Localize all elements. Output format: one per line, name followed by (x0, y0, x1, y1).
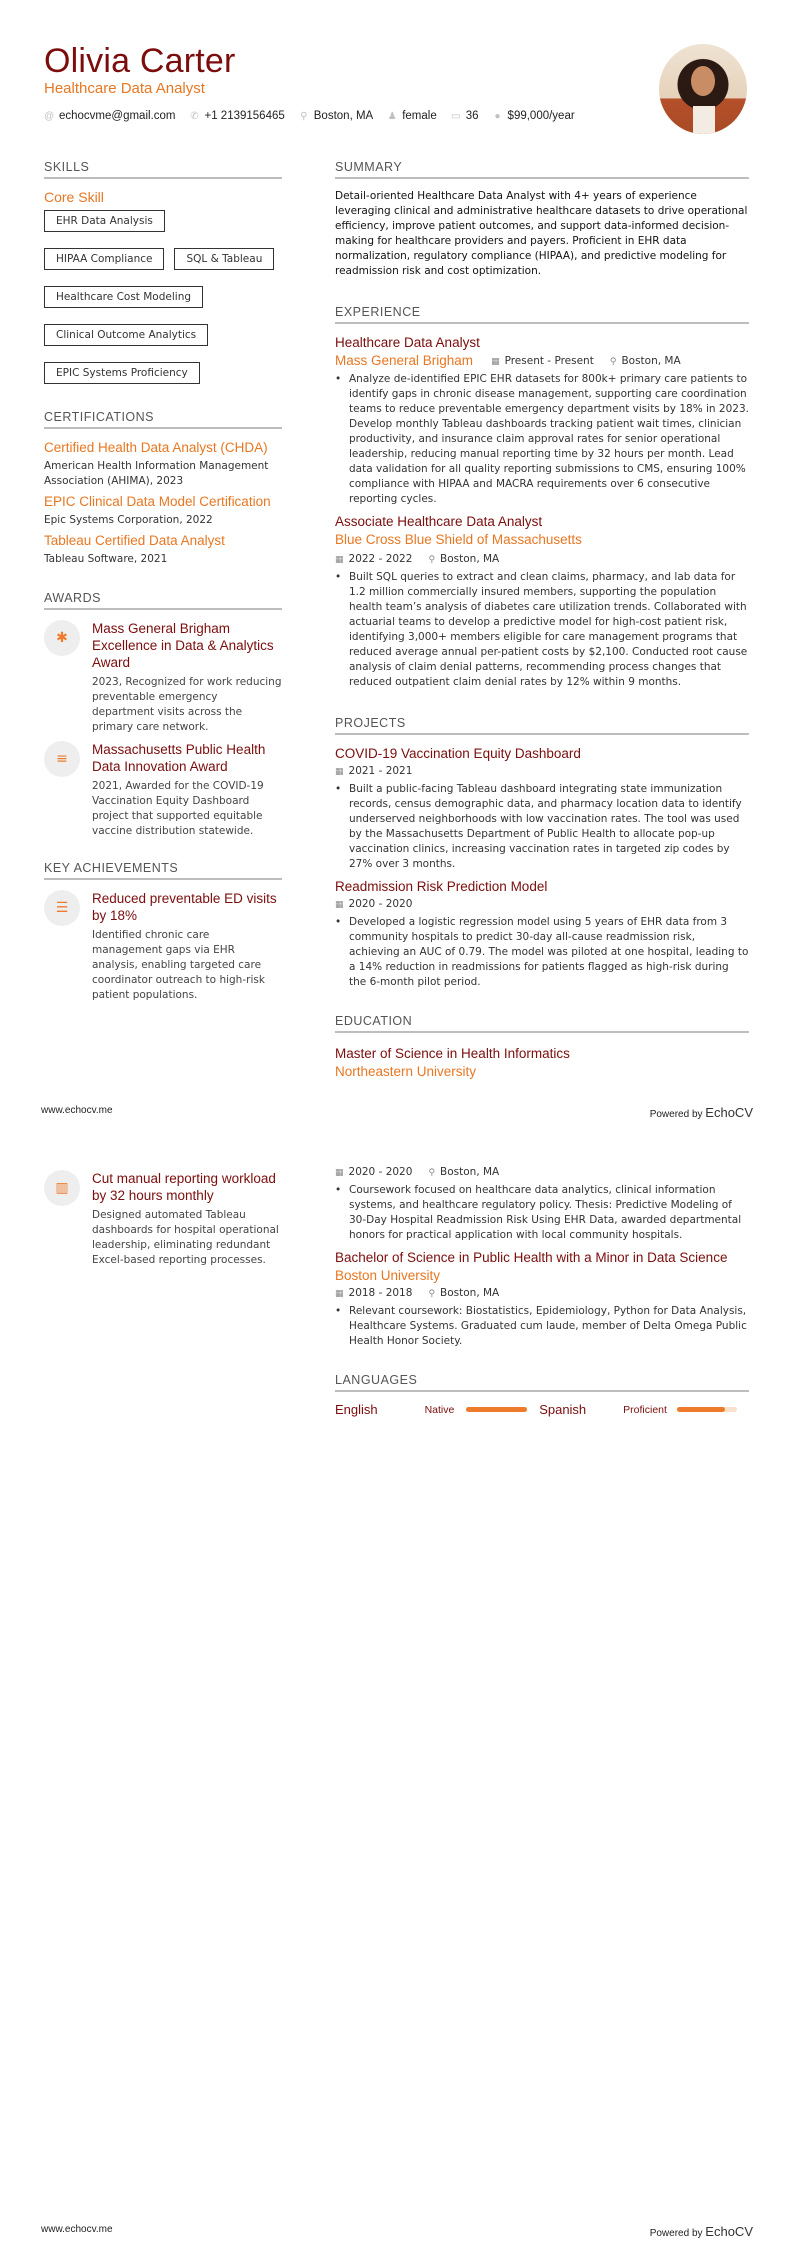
at-icon: @ (44, 110, 55, 122)
right-column-page-2 (335, 1164, 749, 1417)
language-bar-fill (466, 1407, 528, 1412)
experience-section (335, 305, 749, 690)
project-dates: 2020 - 2020 (348, 898, 413, 910)
section-heading-languages: LANGUAGES (335, 1373, 749, 1392)
education-school: Northeastern University (335, 1064, 477, 1079)
experience-title: Healthcare Data Analyst (335, 335, 480, 350)
experience-bullet: • Analyze de-identified EPIC EHR datasets for 800k+ primary care patients to identify gaps in chronic disease management, supporting care coordination teams to reduce preventable emergency department visits by 18% in 2023. Develop monthly Tableau dashboards tracking patient wait times, clinician productivity, and insurance claim approval rates for senior operational leadership, reducing manual reporting time by 32 hours per month. Lead data validation for all quality reporting submissions to CMS, ensuring 100% compliance with HIPAA and MACRA requirements over 6 consecutive reporting cycles. (335, 373, 749, 505)
award-title: Mass General Brigham Excellence in Data & Analytics Award (92, 621, 274, 670)
section-heading-certifications: CERTIFICATIONS (44, 410, 282, 429)
section-heading-experience: EXPERIENCE (335, 305, 749, 324)
footer-website[interactable]: www.echocv.me (41, 1105, 113, 1116)
education-location: Boston, MA (440, 1166, 500, 1178)
project-title: COVID-19 Vaccination Equity Dashboard (335, 746, 581, 761)
contact-age (451, 110, 479, 122)
footer-website[interactable]: www.echocv.me (41, 2224, 113, 2235)
achievement-item (44, 1170, 282, 1268)
gender-text: female (402, 110, 437, 122)
education-bullet: • Coursework focused on healthcare data analytics, clinical information systems, and healthcare regulatory policy. Thesis: Predictive Modeling of 30-Day Hospital Readmission Risk Using EHR Data, awarded departmental honors for practical application with local community hospitals. (335, 1184, 742, 1241)
education-degree: Bachelor of Science in Public Health with a Minor in Data Science (335, 1250, 728, 1265)
achievement-desc: Identified chronic care management gaps via EHR analysis, enabling targeted care coordinator outreach to high-risk patient populations. (92, 929, 265, 1001)
location-icon: ⚲ (428, 555, 436, 565)
section-heading-achievements: KEY ACHIEVEMENTS (44, 861, 282, 880)
photo-face (691, 66, 715, 96)
footer-brand: EchoCV (705, 2224, 753, 2239)
language-level: Proficient (623, 1403, 667, 1416)
candidate-name: Olivia Carter (44, 42, 236, 80)
project-dates: 2021 - 2021 (348, 765, 413, 777)
contact-phone[interactable] (190, 110, 285, 122)
summary-section (335, 160, 749, 279)
award-item (44, 620, 282, 735)
projects-section (335, 716, 749, 990)
skill-chip: HIPAA Compliance (44, 248, 164, 270)
section-heading-skills: SKILLS (44, 160, 282, 179)
education-school: Boston University (335, 1268, 441, 1283)
education-dates: 2018 - 2018 (348, 1287, 413, 1299)
database-icon: ☰ (44, 890, 80, 926)
experience-dates: Present - Present (504, 354, 594, 367)
education-bullet: • Relevant coursework: Biostatistics, Epidemiology, Python for Data Analysis, Healthcare Systems. Graduated cum laude, member of Delta Omega Public Health Honor Society. (335, 1305, 747, 1347)
contact-gender (387, 110, 437, 122)
project-title: Readmission Risk Prediction Model (335, 879, 548, 894)
language-bar (466, 1407, 528, 1412)
bug-icon: ✱ (44, 620, 80, 656)
calendar-icon: ▦ (491, 356, 500, 367)
contact-location (299, 110, 373, 122)
cert-detail: American Health Information Management Association (AHIMA), 2023 (44, 460, 269, 487)
project-item (335, 745, 749, 872)
calendar-icon: ▦ (335, 900, 344, 910)
language-bar-fill (677, 1407, 725, 1412)
achievement-desc: Designed automated Tableau dashboards for hospital operational leadership, eliminating redundant Excel-based reporting processes. (92, 1209, 279, 1266)
calendar-icon: ▦ (335, 1289, 344, 1299)
skill-chip: Clinical Outcome Analytics (44, 324, 208, 346)
right-column (335, 160, 749, 1081)
cert-detail: Tableau Software, 2021 (44, 553, 168, 565)
experience-location: Boston, MA (440, 553, 500, 565)
profile-photo (659, 44, 747, 134)
education-item (335, 1164, 749, 1243)
experience-item (335, 334, 749, 507)
calendar-icon: ▦ (335, 1168, 344, 1178)
calendar-icon: ▦ (335, 555, 344, 565)
project-bullet: • Developed a logistic regression model using 5 years of EHR data from 3 community hospitals to predict 30-day all-cause readmission risk, achieving an AUC of 0.79. The model was piloted at one hospital, leading to a 14% reduction in readmissions for patients flagged as high-risk during the 6-month pilot period. (335, 916, 749, 988)
section-heading-awards: AWARDS (44, 591, 282, 610)
calendar-icon: ▭ (451, 110, 461, 122)
achievements-section (44, 861, 282, 1003)
location-icon: ⚲ (300, 110, 308, 122)
project-item (335, 878, 749, 990)
contact-row (44, 110, 575, 122)
achievement-item (44, 890, 282, 1003)
award-desc: 2023, Recognized for work reducing preventable emergency department visits across the primary care network. (92, 676, 282, 733)
experience-title: Associate Healthcare Data Analyst (335, 514, 543, 529)
section-heading-summary: SUMMARY (335, 160, 749, 179)
award-item (44, 741, 282, 839)
list-icon: ≡ (44, 741, 80, 777)
age-text: 36 (465, 110, 479, 122)
award-title: Massachusetts Public Health Data Innovation Award (92, 742, 266, 774)
footer-powered: Powered by EchoCV (649, 2224, 753, 2239)
experience-org: Mass General Brigham (335, 353, 474, 368)
skill-chip: SQL & Tableau (174, 248, 274, 270)
footer-page-1 (41, 1105, 753, 1120)
education-degree: Master of Science in Health Informatics (335, 1046, 570, 1061)
candidate-title: Healthcare Data Analyst (44, 80, 205, 97)
footer-powered: Powered by EchoCV (649, 1105, 753, 1120)
cert-name: Certified Health Data Analyst (CHDA) (44, 440, 268, 455)
skill-chips (44, 210, 282, 384)
phone-icon: ✆ (190, 110, 199, 122)
award-desc: 2021, Awarded for the COVID-19 Vaccination Equity Dashboard project that supported equitable vaccine distribution statewide. (92, 780, 264, 837)
experience-bullet: • Built SQL queries to extract and clean claims, pharmacy, and lab data for 1.2 million commercially insured members, supporting the population health team’s analysis of diabetes care utilization trends. Collaborated with actuarial teams to develop a predictive model for high-cost patient risk, identifying 3,000+ members eligible for care management programs that reduced average annual per-patient costs by $2,100. Conducted root cause analysis of claim denial patterns, recommending process changes that reduced outpatient claim denial rates by 12% within 9 months. (335, 571, 748, 688)
calendar-icon: ▦ (335, 767, 344, 777)
email-text: echocvme@gmail.com (59, 110, 176, 122)
education-section (335, 1014, 749, 1081)
language-bar (677, 1407, 737, 1412)
skills-section (44, 160, 282, 384)
left-column-page-2 (44, 1170, 282, 1274)
skill-group-title: Core Skill (44, 189, 104, 205)
cert-name: Tableau Certified Data Analyst (44, 533, 225, 548)
left-column (44, 160, 282, 1009)
location-icon: ⚲ (609, 356, 617, 367)
language-name: Spanish (539, 1402, 587, 1417)
location-icon: ⚲ (428, 1289, 436, 1299)
language-list (335, 1402, 749, 1417)
education-dates: 2020 - 2020 (348, 1166, 413, 1178)
project-bullet: • Built a public-facing Tableau dashboard integrating state immunization records, census demographic data, and pharmacy location data to identify underserved neighborhoods with low vaccination rates. The tool was used by the Massachusetts Department of Public Health to allocate pop-up vaccination clinics, increasing vaccination rates in targeted zip codes by 27% over 3 months. (335, 783, 742, 870)
experience-item (335, 513, 749, 690)
location-text: Boston, MA (313, 110, 374, 122)
footer-page-2 (41, 2224, 753, 2239)
language-level: Native (424, 1403, 455, 1416)
education-item (335, 1249, 749, 1349)
skill-chip: EPIC Systems Proficiency (44, 362, 200, 384)
experience-dates: 2022 - 2022 (348, 553, 413, 565)
contact-email[interactable] (44, 110, 176, 122)
education-location: Boston, MA (440, 1287, 500, 1299)
experience-location: Boston, MA (621, 354, 681, 367)
location-icon: ⚲ (428, 1168, 436, 1178)
section-heading-projects: PROJECTS (335, 716, 749, 735)
achievement-title: Cut manual reporting workload by 32 hours monthly (92, 1171, 276, 1203)
language-name: English (335, 1402, 378, 1417)
skill-chip: Healthcare Cost Modeling (44, 286, 203, 308)
salary-text: $99,000/year (507, 110, 575, 122)
summary-text: Detail-oriented Healthcare Data Analyst with 4+ years of experience leveraging clinical and administrative healthcare datasets to drive operational efficiency, improve patient outcomes, and support data-informed decision-making for healthcare providers and payers. Proficient in EHR data normalization, regulatory compliance (HIPAA), and predictive modeling for readmission risk and cost optimization. (335, 190, 748, 277)
achievement-title: Reduced preventable ED visits by 18% (92, 891, 277, 923)
experience-org: Blue Cross Blue Shield of Massachusetts (335, 532, 582, 547)
user-icon: ♟ (387, 110, 397, 122)
building-icon: ▥ (44, 1170, 80, 1206)
cert-name: EPIC Clinical Data Model Certification (44, 494, 271, 509)
footer-brand: EchoCV (705, 1105, 753, 1120)
contact-salary (493, 110, 575, 122)
cert-detail: Epic Systems Corporation, 2022 (44, 514, 213, 526)
skill-chip: EHR Data Analysis (44, 210, 165, 232)
languages-section (335, 1373, 749, 1417)
awards-section (44, 591, 282, 839)
phone-text: +1 2139156465 (204, 110, 285, 122)
section-heading-education: EDUCATION (335, 1014, 749, 1033)
certifications-section (44, 410, 282, 567)
salary-icon: ● (494, 110, 501, 122)
photo-shirt (693, 106, 715, 134)
